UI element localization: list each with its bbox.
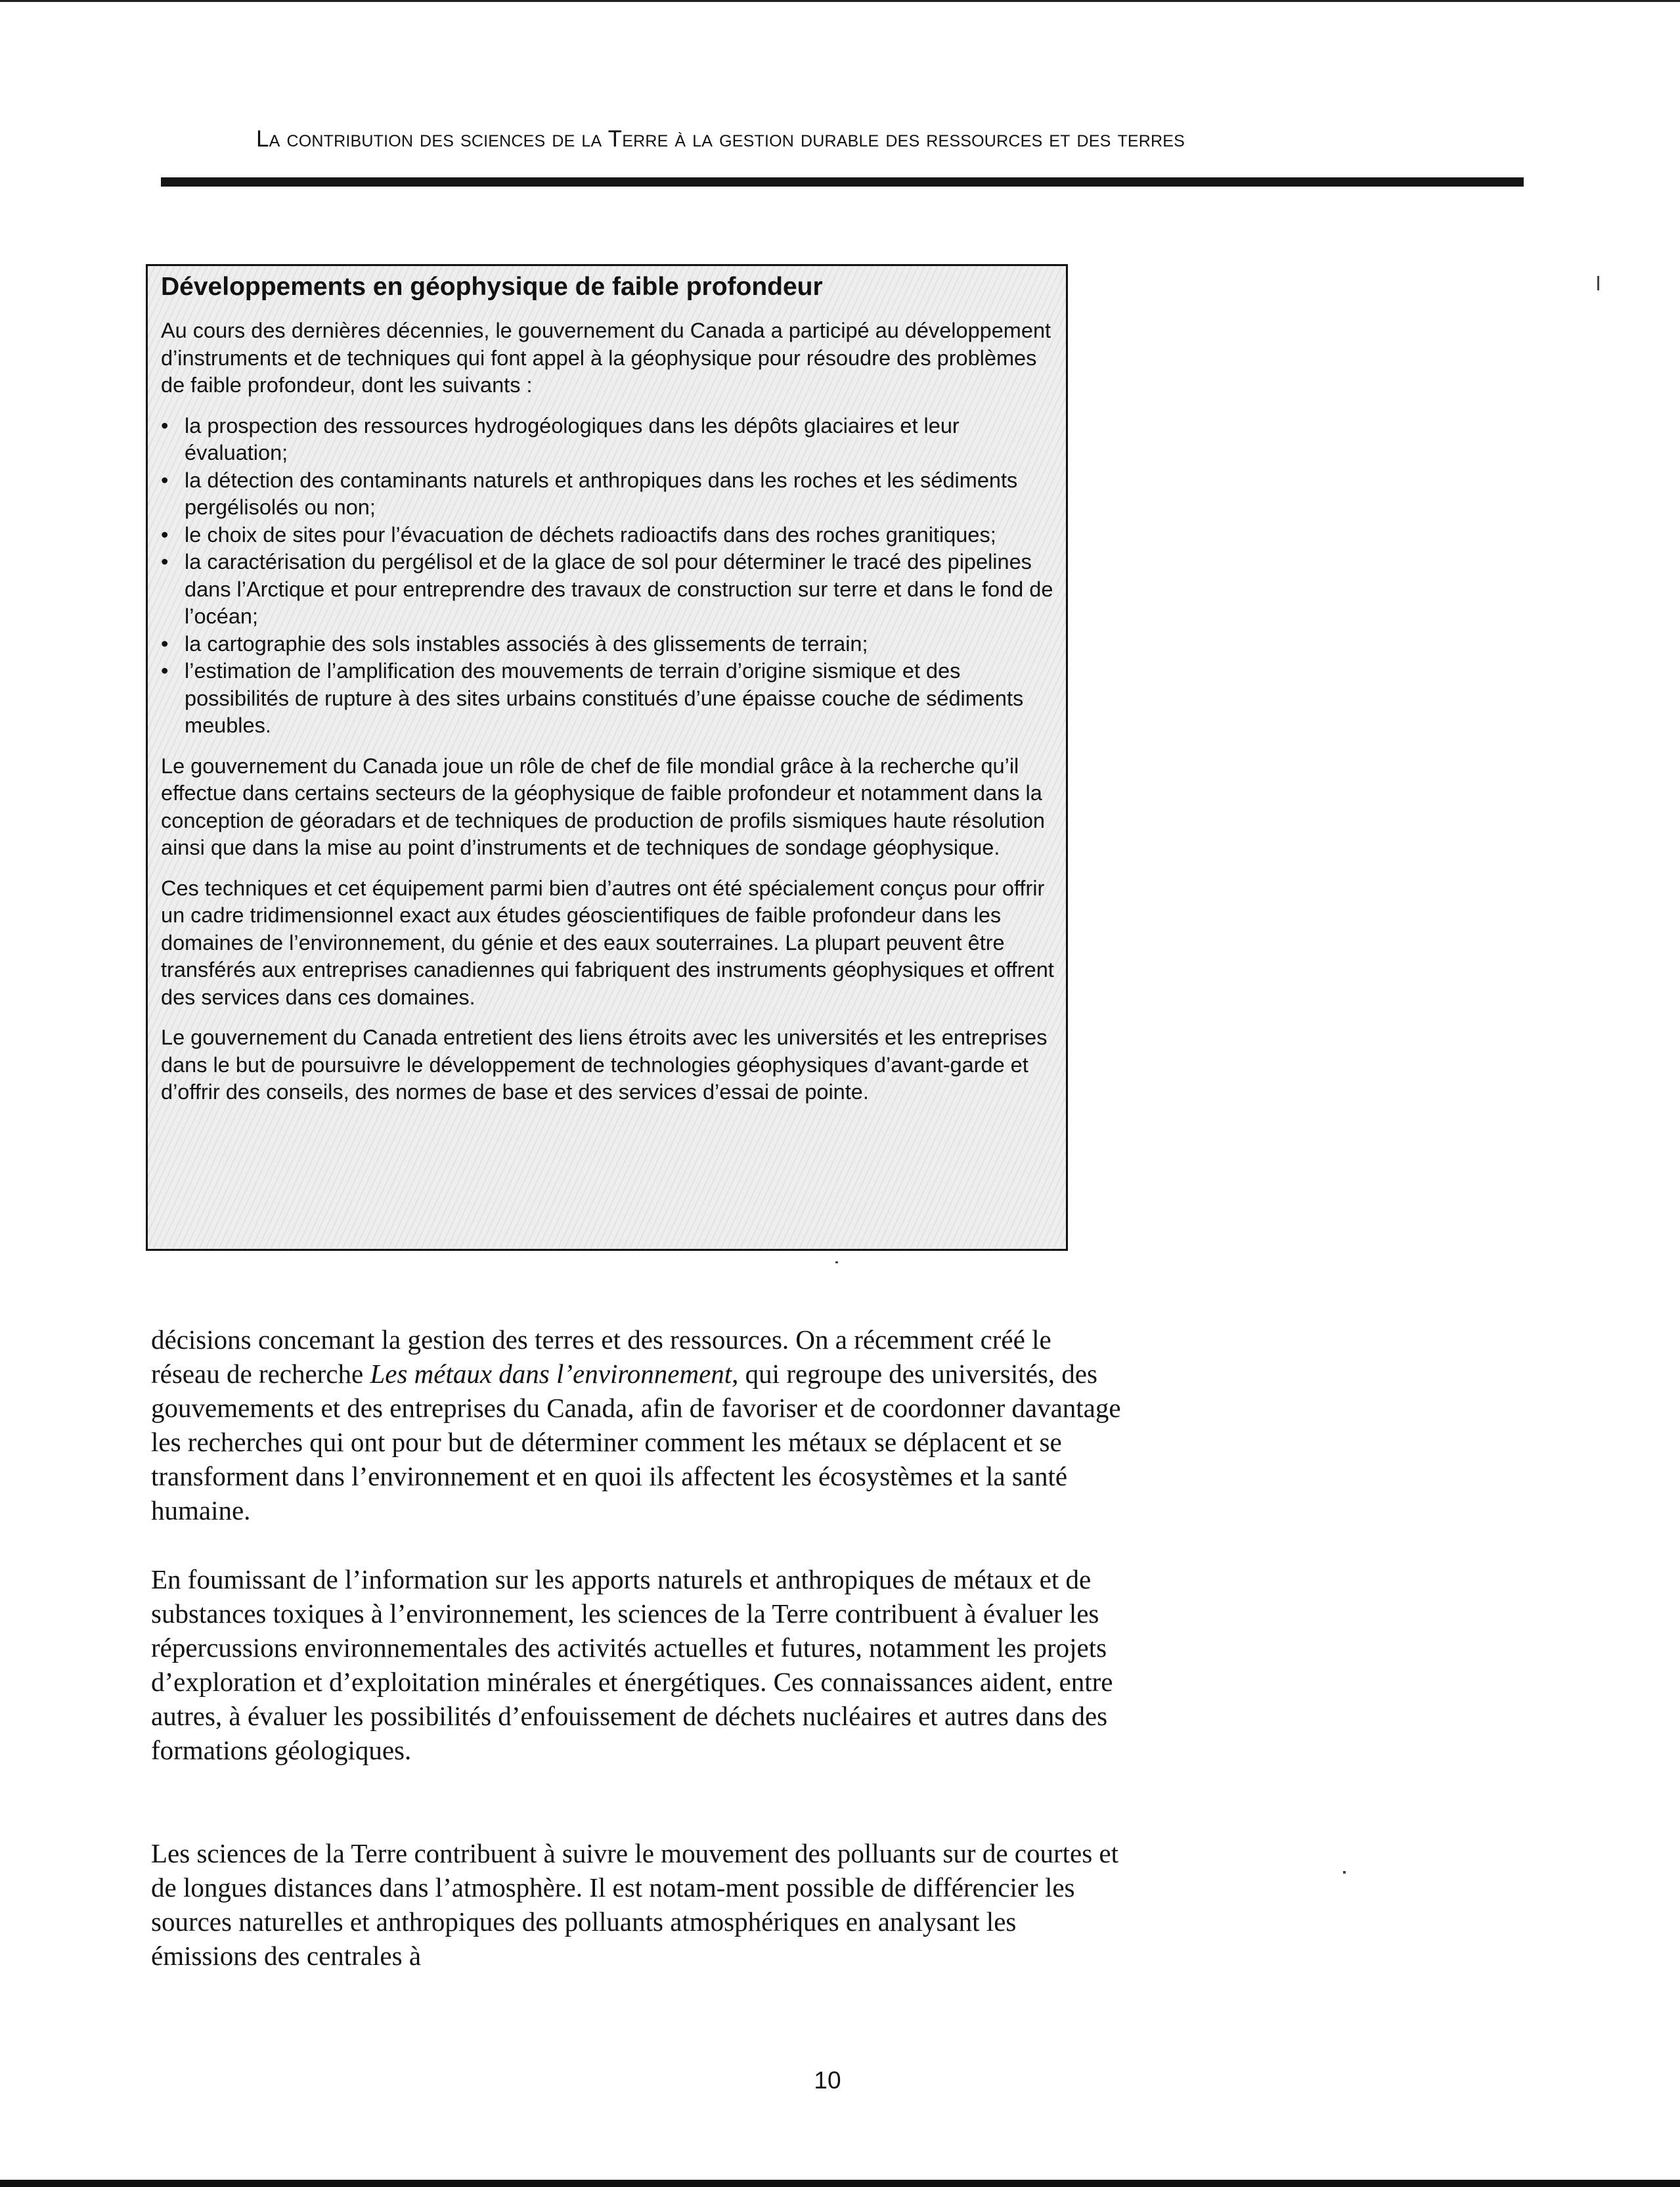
scan-speck xyxy=(1597,276,1599,290)
list-item: • le choix de sites pour l’évacuation de déchets radioactifs dans des roches granitiques; xyxy=(161,522,1055,549)
header-rule xyxy=(161,177,1524,187)
page-number: 10 xyxy=(814,2067,841,2094)
body-paragraph xyxy=(151,1322,1123,1527)
list-item: • l’estimation de l’amplification des mouvements de terrain d’origine sismique et des possibilités de rupture à des sites urbains constitués d’une épaisse couche de sédiments meubles. xyxy=(161,658,1055,740)
body-text-run: décisions concemant la gestion des terres et des ressources. On a récemment créé le réseau de recherche xyxy=(151,1324,1051,1389)
running-header: La contribution des sciences de la Terre à la gestion durable des ressources et des terres xyxy=(256,126,1185,152)
sidebar-box xyxy=(146,264,1068,1251)
sidebar-paragraph: Le gouvernement du Canada entretient des liens étroits avec les universités et les entreprises dans le but de poursuivre le développement de technologies géophysiques d’avant-garde et d’offrir des conseils, des normes de base et des services d’essai de pointe. xyxy=(161,1026,1048,1104)
scan-speck xyxy=(835,1261,838,1263)
body-paragraph: Les sciences de la Terre contribuent à suivre le mouvement des polluants sur de courtes et de longues distances dans l’atmosphère. Il est notam-ment possible de différencier les sources naturelles et anthropiques des polluants atmosphériques en analysant les émissions des centrales à xyxy=(151,1838,1119,1971)
scan-top-edge xyxy=(0,0,1680,2)
scan-bottom-edge xyxy=(0,2180,1680,2187)
sidebar-title: Développements en géophysique de faible profondeur xyxy=(161,273,823,301)
list-item: • la détection des contaminants naturels et anthropiques dans les roches et les sédiments pergélisolés ou non; xyxy=(161,467,1055,522)
sidebar-paragraph: Ces techniques et cet équipement parmi bien d’autres ont été spécialement conçus pour offrir un cadre tridimensionnel exact aux études géoscientifiques de faible profondeur dans les domaines de l’environnement, du génie et des eaux souterraines. La plupart peuvent être transférés aux entreprises canadiennes qui fabriquent des instruments géophysiques et offrent des services dans ces domaines. xyxy=(161,876,1054,1009)
scan-speck xyxy=(1343,1871,1346,1874)
list-item: • la cartographie des sols instables associés à des glissements de terrain; xyxy=(161,631,1055,658)
sidebar-intro: Au cours des dernières décennies, le gouvernement du Canada a participé au développement d’instruments et de techniques qui font appel à la géophysique pour résoudre des problèmes de faible profondeur, dont les suivants : xyxy=(161,319,1051,397)
list-item: • la prospection des ressources hydrogéologiques dans les dépôts glaciaires et leur évaluation; xyxy=(161,413,1055,467)
sidebar-paragraph: Le gouvernement du Canada joue un rôle de chef de file mondial grâce à la recherche qu’il effectue dans certains secteurs de la géophysique de faible profondeur et notamment dans la conception de géoradars et de techniques de production de profils sismiques haute résolution ainsi que dans la mise au point d’instruments et de techniques de sondage géophysique. xyxy=(161,754,1046,859)
list-item: • la caractérisation du pergélisol et de la glace de sol pour déterminer le tracé des pipelines dans l’Arctique et pour entreprendre des travaux de construction sur terre et dans le fond de l’océan; xyxy=(161,549,1055,631)
body-italic-title: Les métaux dans l’environnement xyxy=(370,1359,732,1389)
body-paragraph: En foumissant de l’information sur les apports naturels et anthropiques de métaux et de substances toxiques à l’environnement, les sciences de la Terre contribuent à évaluer les répercussions environnementales des activités actuelles et futures, notamment les projets d’exploration et d’exploitation minérales et énergétiques. Ces connaissances aident, entre autres, à évaluer les possibilités d’enfouissement de déchets nucléaires et autres dans des formations géologiques. xyxy=(151,1564,1113,1765)
body-text-run: , qui regroupe des universités, des gouvemements et des entreprises du Canada, afin de favoriser et de coordonner davantage les recherches qui ont pour but de déterminer comment les métaux se déplacent et se transforment dans l’environnement et en quoi ils affectent les écosystèmes et la santé humaine. xyxy=(151,1359,1121,1525)
sidebar-bullet-list xyxy=(161,413,1055,740)
